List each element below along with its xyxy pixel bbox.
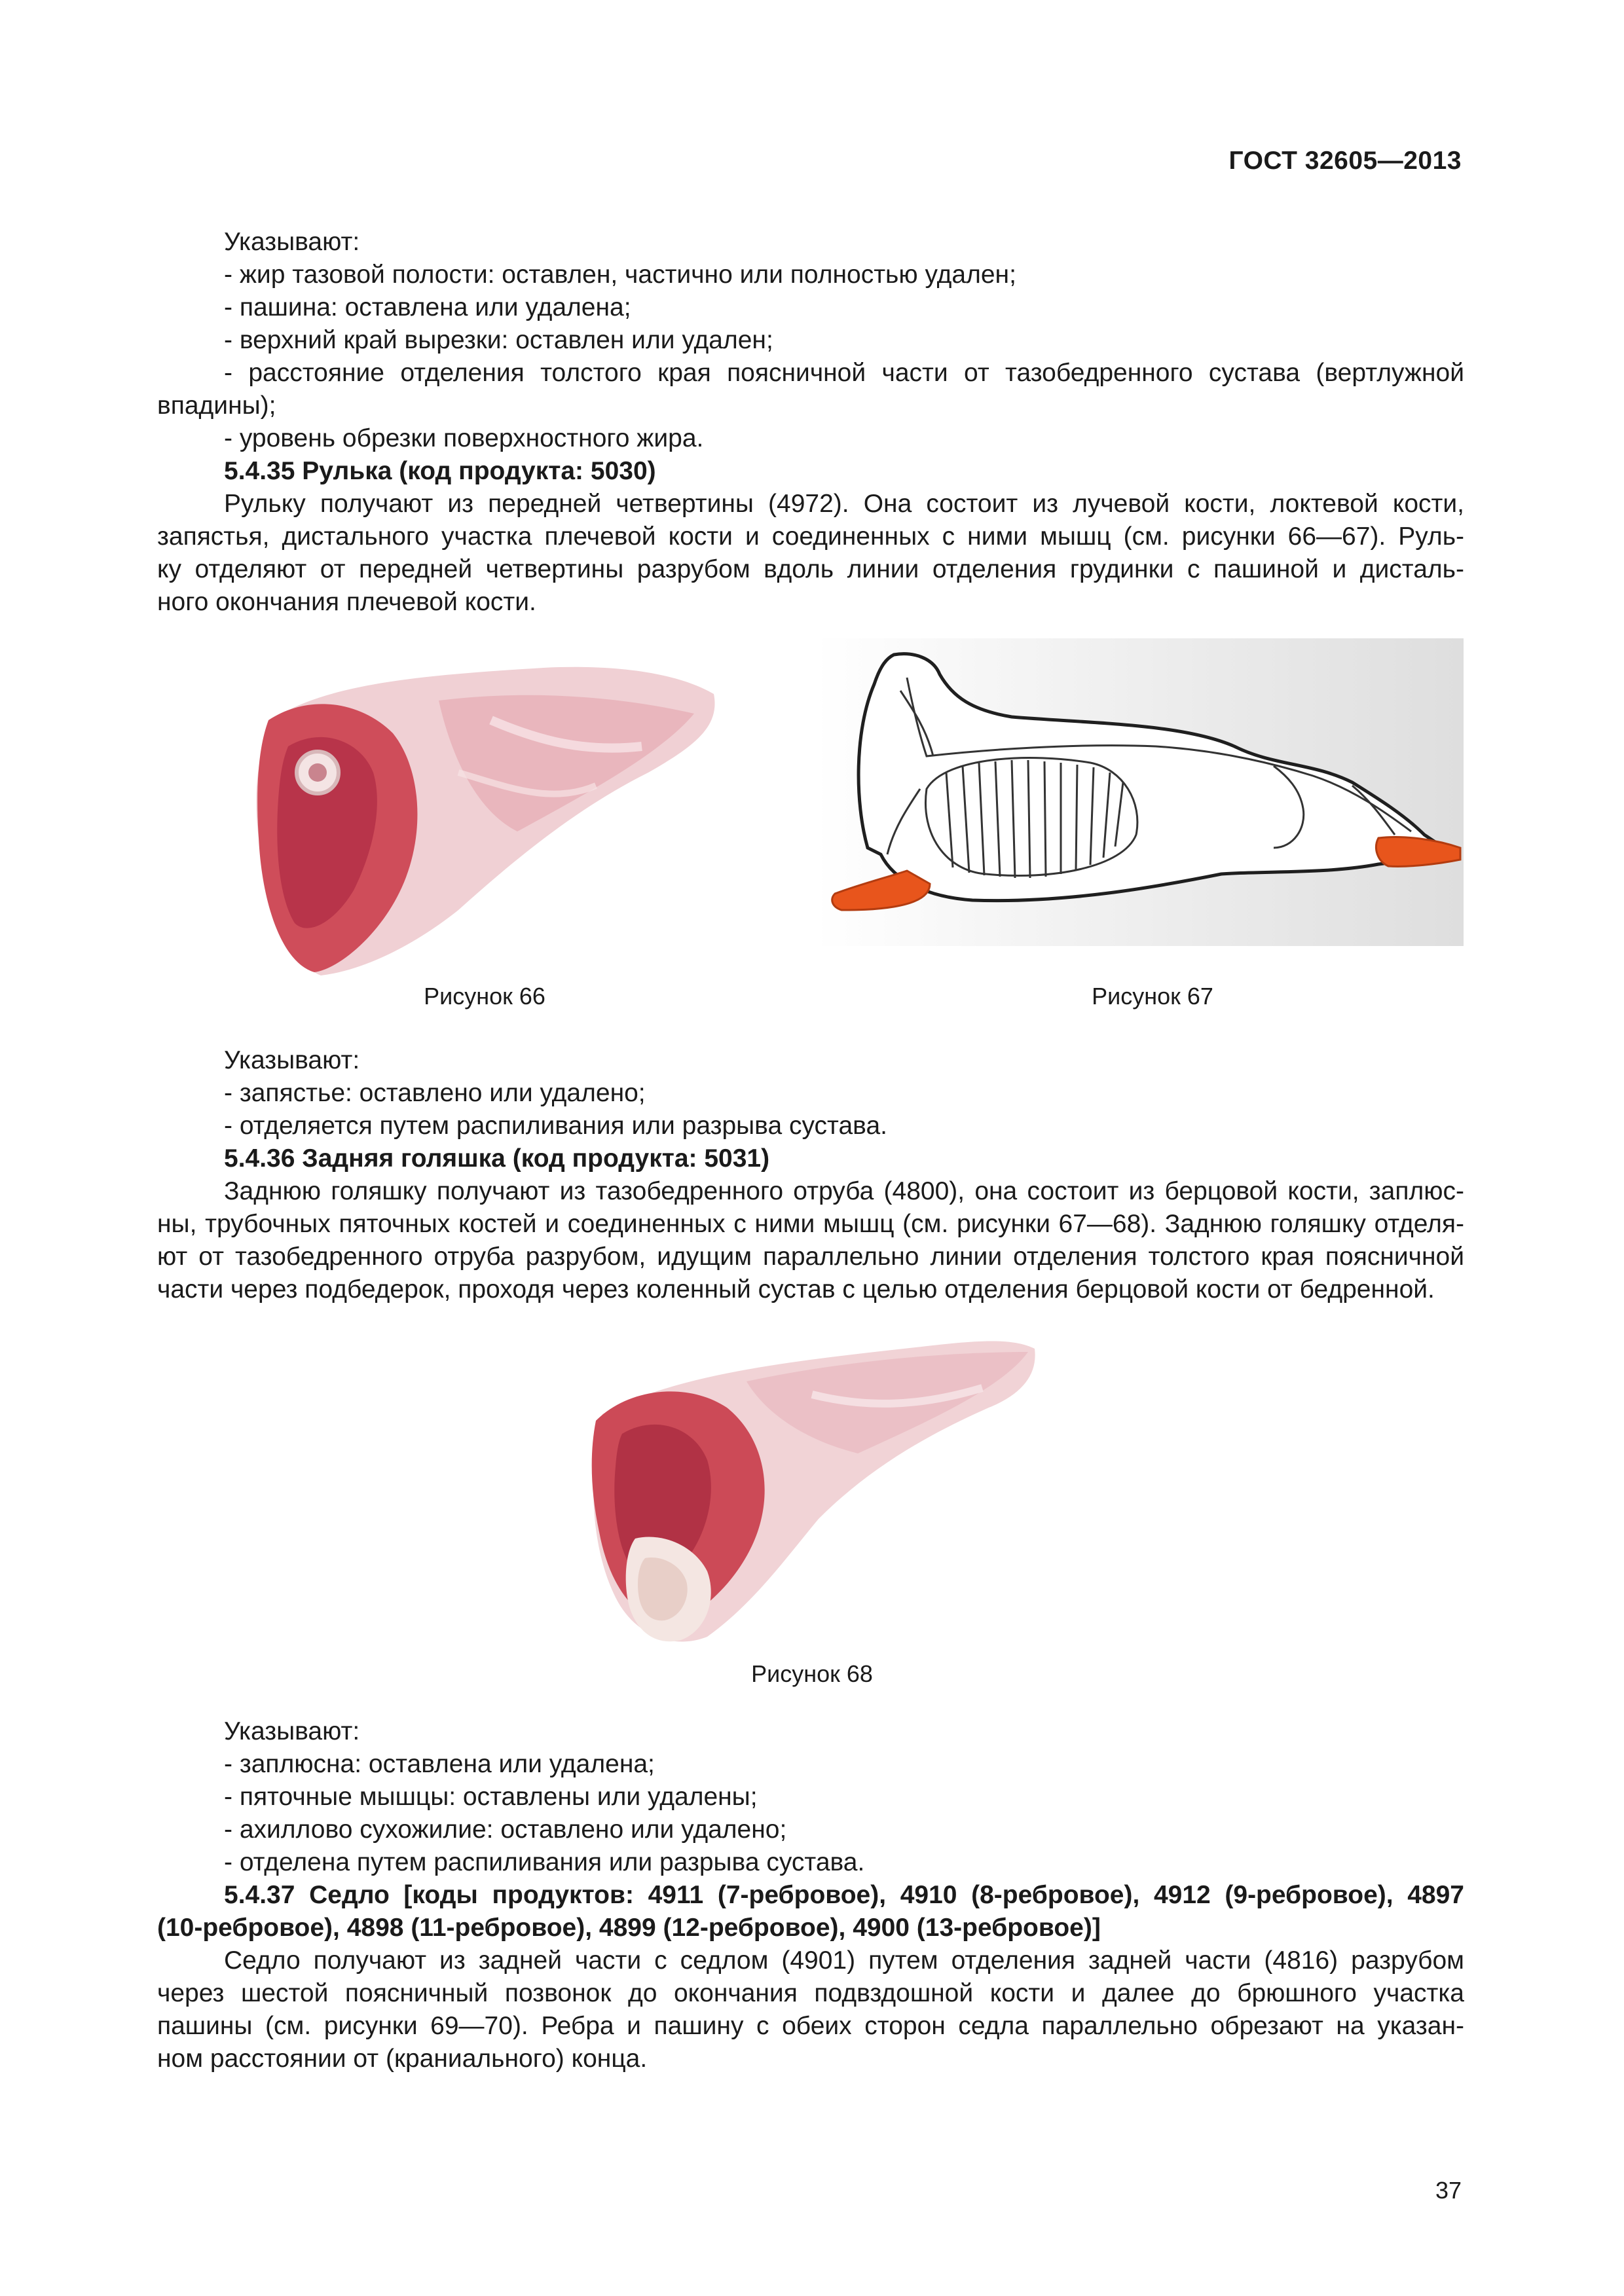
section-heading-continuation: (10-ребровое), 4898 (11-ребровое), 4899 (12-ребровое), 4900 (13-ребровое)] bbox=[157, 1914, 1101, 1942]
list-item-continuation: впадины); bbox=[157, 392, 276, 420]
list-item: - уровень обрезки поверхностного жира. bbox=[224, 424, 704, 452]
indication-list-2 bbox=[157, 1044, 1464, 1142]
figure-67-caption: Рисунок 67 bbox=[1092, 983, 1213, 1010]
figure-66-shank-photo bbox=[242, 655, 727, 982]
body-line: Заднюю голяшку получают из тазобедренного отруба (4800), она состоит из берцовой кости, заплюс- bbox=[224, 1177, 1464, 1205]
section-heading: 5.4.37 Седло [коды продуктов: 4911 (7-ребровое), 4910 (8-ребровое), 4912 (9-ребровое), 4897 bbox=[224, 1881, 1464, 1909]
figure-68-caption: Рисунок 68 bbox=[751, 1660, 873, 1687]
body-line: ют от тазобедренного отруба разрубом, идущим параллельно линии отделения толстого края поясничной bbox=[157, 1243, 1464, 1271]
figure-66-caption: Рисунок 66 bbox=[424, 983, 545, 1010]
section-5-4-37 bbox=[157, 1879, 1464, 2075]
body-line: ны, трубочных пяточных костей и соединенных с ними мышц (см. рисунки 67—68). Заднюю голяшку отделя- bbox=[157, 1210, 1464, 1238]
section-5-4-36 bbox=[157, 1142, 1464, 1306]
list-item: - запястье: оставлено или удалено; bbox=[224, 1079, 646, 1107]
section-5-4-35 bbox=[157, 455, 1464, 619]
list-item: - жир тазовой полости: оставлен, частично или полностью удален; bbox=[224, 261, 1016, 289]
body-line: ку отделяют от передней четвертины разрубом вдоль линии отделения грудинки с пашиной и дисталь- bbox=[157, 555, 1464, 583]
page-number: 37 bbox=[1435, 2177, 1462, 2204]
list-item: - заплюсна: оставлена или удалена; bbox=[224, 1750, 655, 1778]
figure-68-hind-shank-photo bbox=[576, 1322, 1048, 1656]
body-line: Седло получают из задней части с седлом (4901) путем отделения задней части (4816) разрубом bbox=[224, 1946, 1464, 1975]
body-line: части через подбедерок, проходя через коленный сустав с целью отделения берцовой кости от бедренной. bbox=[157, 1275, 1435, 1303]
figure-67-carcass-diagram bbox=[815, 638, 1464, 946]
list-item: - пашина: оставлена или удалена; bbox=[224, 293, 631, 321]
list-item: - расстояние отделения толстого края поясничной части от тазобедренного сустава (вертлужной bbox=[224, 359, 1464, 387]
list-item: - ахиллово сухожилие: оставлено или удалено; bbox=[224, 1815, 787, 1844]
indication-list-3 bbox=[157, 1715, 1464, 1879]
list-item: - пяточные мышцы: оставлены или удалены; bbox=[224, 1783, 758, 1811]
body-line: пашины (см. рисунки 69—70). Ребра и пашину с обеих сторон седла параллельно обрезают на указан- bbox=[157, 2012, 1464, 2040]
list-intro: Указывают: bbox=[224, 1717, 360, 1745]
body-line: ном расстоянии от (краниального) конца. bbox=[157, 2045, 648, 2073]
section-heading: 5.4.35 Рулька (код продукта: 5030) bbox=[224, 457, 656, 485]
list-intro: Указывают: bbox=[224, 1046, 360, 1074]
indication-list-1 bbox=[157, 226, 1464, 455]
body-line: ного окончания плечевой кости. bbox=[157, 588, 536, 616]
list-item: - верхний край вырезки: оставлен или удален; bbox=[224, 326, 773, 354]
body-line: через шестой поясничный позвонок до окончания подвздошной кости и далее до брюшного участка bbox=[157, 1979, 1464, 2007]
body-line: Рульку получают из передней четвертины (4972). Она состоит из лучевой кости, локтевой кости, bbox=[224, 490, 1464, 518]
list-intro: Указывают: bbox=[224, 228, 360, 256]
body-line: запястья, дистального участка плечевой кости и соединенных с ними мышц (см. рисунки 66—67). Руль- bbox=[157, 522, 1464, 551]
document-code-header: ГОСТ 32605—2013 bbox=[1228, 147, 1462, 175]
list-item: - отделена путем распиливания или разрыва сустава. bbox=[224, 1848, 865, 1876]
section-heading: 5.4.36 Задняя голяшка (код продукта: 5031) bbox=[224, 1144, 770, 1173]
list-item: - отделяется путем распиливания или разрыва сустава. bbox=[224, 1112, 887, 1140]
